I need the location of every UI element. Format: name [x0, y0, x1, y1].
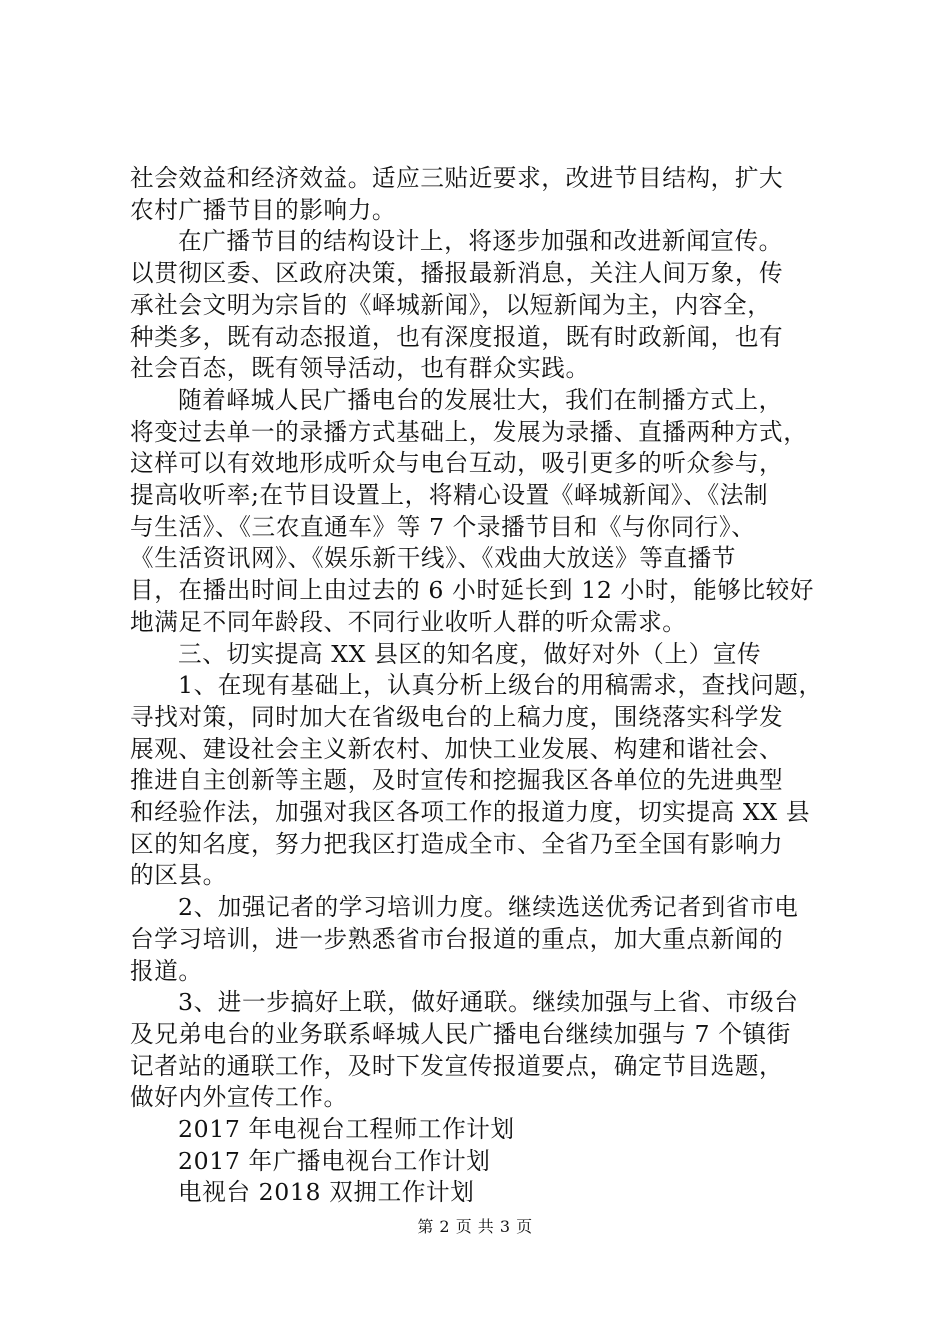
text-line-25: 台学习培训，进一步熟悉省市台报道的重点，加大重点新闻的 — [130, 924, 784, 953]
page-number-footer: 第 2 页 共 3 页 — [417, 1217, 533, 1236]
text-line-22: 区的知名度，努力把我区打造成全市、全省乃至全国有影响力 — [130, 829, 784, 858]
text-line-13: 《生活资讯网》、《娱乐新干线》、《戏曲大放送》等直播节 — [130, 544, 737, 573]
text-line-18: 寻找对策，同时加大在省级电台的上稿力度，围绕落实科学发 — [130, 702, 784, 731]
related-link-3: 电视台 2018 双拥工作计划 — [178, 1178, 475, 1207]
text-line-27: 3、进一步搞好上联，做好通联。继续加强与上省、市级台 — [178, 988, 799, 1017]
text-line-19: 展观、建设社会主义新农村、加快工业发展、构建和谐社会、 — [130, 734, 784, 763]
text-line-4: 以贯彻区委、区政府决策，播报最新消息，关注人间万象，传 — [130, 259, 784, 288]
text-line-17: 1、在现有基础上，认真分析上级台的用稿需求，查找问题， — [178, 671, 823, 700]
text-line-9: 将变过去单一的录播方式基础上，发展为录播、直播两种方式， — [130, 417, 808, 446]
related-link-1: 2017 年电视台工程师工作计划 — [178, 1115, 515, 1143]
text-line-12: 与生活》、《三农直通车》等 7 个录播节目和《与你同行》、 — [130, 512, 756, 541]
text-line-20: 推进自主创新等主题，及时宣传和挖掘我区各单位的先进典型 — [130, 766, 784, 795]
text-line-11: 提高收听率;在节目设置上，将精心设置《峄城新闻》、《法制 — [130, 481, 769, 509]
text-line-14: 目，在播出时间上由过去的 6 小时延长到 12 小时，能够比较好 — [130, 576, 815, 605]
text-line-21: 和经验作法，加强对我区各项工作的报道力度，切实提高 XX 县 — [130, 798, 811, 826]
related-link-2: 2017 年广播电视台工作计划 — [178, 1146, 491, 1175]
section-heading: 三、切实提高 XX 县区的知名度，做好对外（上）宣传 — [178, 639, 762, 668]
text-line-8: 随着峄城人民广播电台的发展壮大，我们在制播方式上， — [178, 385, 783, 414]
text-line-26: 报道。 — [130, 956, 203, 985]
text-line-5: 承社会文明为宗旨的《峄城新闻》，以短新闻为主，内容全， — [130, 290, 772, 319]
text-line-29: 记者站的通联工作，及时下发宣传报道要点，确定节目选题， — [130, 1051, 784, 1080]
text-line-2: 农村广播节目的影响力。 — [130, 195, 397, 224]
text-line-30: 做好内外宣传工作。 — [130, 1083, 348, 1112]
text-line-7: 社会百态，既有领导活动，也有群众实践。 — [130, 354, 590, 383]
text-line-15: 地满足不同年龄段、不同行业收听人群的听众需求。 — [130, 607, 687, 636]
text-line-1: 社会效益和经济效益。适应三贴近要求，改进节目结构，扩大 — [130, 164, 784, 192]
text-line-6: 种类多，既有动态报道，也有深度报道，既有时政新闻，也有 — [130, 322, 784, 351]
text-line-10: 这样可以有效地形成听众与电台互动，吸引更多的听众参与， — [130, 449, 784, 478]
text-line-24: 2、加强记者的学习培训力度。继续选送优秀记者到省市电 — [178, 893, 799, 922]
text-line-28: 及兄弟电台的业务联系峄城人民广播电台继续加强与 7 个镇街 — [130, 1019, 791, 1048]
text-line-3: 在广播节目的结构设计上，将逐步加强和改进新闻宣传。 — [178, 227, 783, 256]
text-line-23: 的区县。 — [130, 861, 227, 890]
